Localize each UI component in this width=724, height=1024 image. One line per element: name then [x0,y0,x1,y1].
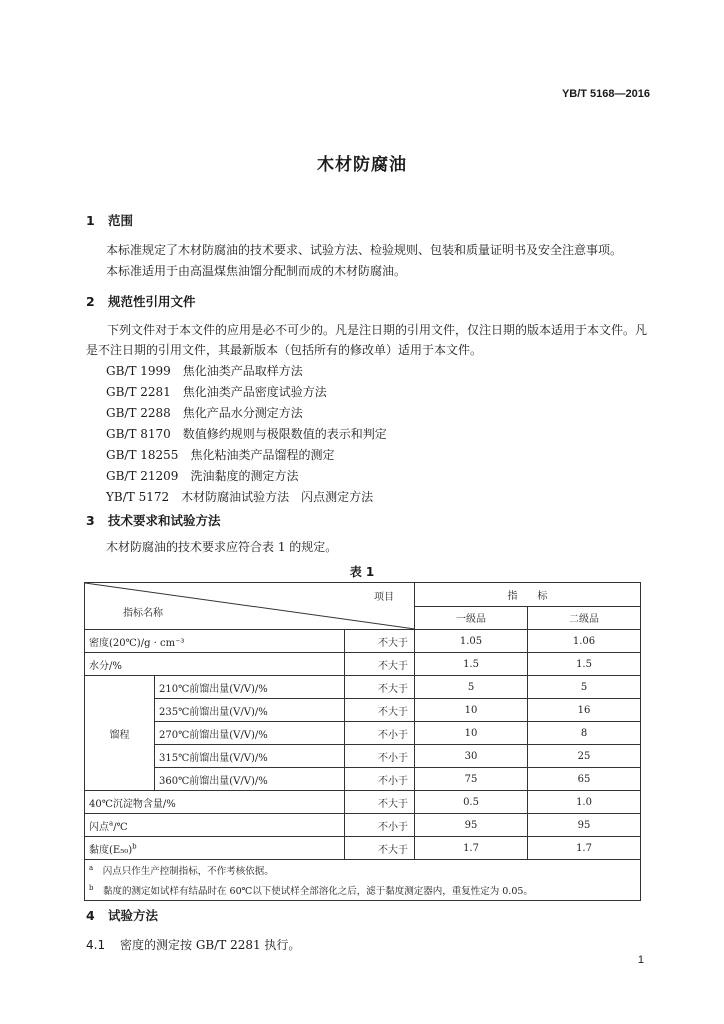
row-grade2-value: 1.06 [528,630,641,653]
reference-item: GB/T 1999 焦化油类产品取样方法 [106,364,303,378]
row-name: 270℃前馏出量(V/V)/% [155,722,345,745]
header-name-label: 指标名称 [123,608,163,619]
distillation-group-label: 馏程 [85,676,155,791]
row-grade1-value: 1.05 [415,630,528,653]
row-name: 210℃前馏出量(V/V)/% [155,676,345,699]
row-limit: 不小于 [345,768,415,791]
paragraph: 木材防腐油的技术要求应符合表 1 的规定。 [106,540,338,554]
row-grade2-value: 5 [528,676,641,699]
row-grade2-value: 1.7 [528,837,641,860]
row-limit: 不大于 [345,837,415,860]
table-row [85,837,641,860]
row-grade1-value: 75 [415,768,528,791]
section-1-heading [86,211,133,229]
row-grade2-value: 25 [528,745,641,768]
section-2-heading [86,292,196,310]
reference-item: GB/T 2281 焦化油类产品密度试验方法 [106,385,327,399]
footnote-mark: b [132,842,137,851]
row-grade1-value: 1.5 [415,653,528,676]
table-row [85,791,641,814]
row-grade1-value: 5 [415,676,528,699]
row-limit: 不大于 [345,676,415,699]
paragraph: 本标准规定了木材防腐油的技术要求、试验方法、检验规则、包装和质量证明书及安全注意事项。 [106,243,623,257]
header-index-label: 指 标 [415,583,641,607]
section-title: 范围 [108,213,134,228]
paragraph: 下列文件对于本文件的应用是必不可少的。凡是注日期的引用文件，仅注日期的版本适用于本文件。凡是不注日期的引用文件，其最新版本（包括所有的修改单）适用于本文件。 [86,323,648,357]
section-3-heading [86,511,221,529]
row-limit: 不大于 [345,699,415,722]
row-name: 密度(20℃)/g · cm⁻³ [85,630,345,653]
footnote-text: 黏度的测定如试样有结晶时在 60℃以下使试样全部溶化之后，滤于黏度测定器内，重复性定为 0.05。 [103,886,533,898]
row-grade1-value: 10 [415,722,528,745]
section-title: 技术要求和试验方法 [108,513,221,528]
standard-number: YB/T 5168—2016 [561,88,650,100]
section-title: 试验方法 [108,908,159,923]
row-limit: 不小于 [345,745,415,768]
row-limit: 不大于 [345,630,415,653]
row-grade2-value: 1.5 [528,653,641,676]
table-notes-row [85,860,641,901]
reference-item: GB/T 21209 洗油黏度的测定方法 [106,469,299,483]
table-row [85,814,641,837]
row-grade2-value: 8 [528,722,641,745]
footnote-mark: b [89,884,94,893]
table-row [85,768,641,791]
row-name: 水分/% [85,653,345,676]
row-grade1-value: 1.7 [415,837,528,860]
section-number: 3 [86,513,95,528]
subsection-number: 4.1 [86,938,106,952]
reference-item: GB/T 2288 焦化产品水分测定方法 [106,406,303,420]
section-number: 2 [86,294,95,309]
header-grade2: 二级品 [528,606,641,630]
document-title: 木材防腐油 [317,155,407,175]
row-name: 315℃前馏出量(V/V)/% [155,745,345,768]
section-number: 1 [86,213,95,228]
header-grade1: 一级品 [415,606,528,630]
row-grade2-value: 95 [528,814,641,837]
row-grade1-value: 0.5 [415,791,528,814]
table-header-row [85,583,641,607]
flash-unit: /℃ [113,821,128,833]
reference-item: GB/T 18255 焦化粘油类产品馏程的测定 [106,448,335,462]
row-limit: 不小于 [345,814,415,837]
row-name [85,837,345,860]
table-row [85,653,641,676]
flash-name: 闪点 [89,821,109,833]
row-name [85,814,345,837]
footnote-mark: a [89,864,94,872]
viscosity-name: 黏度(E₅₀) [89,844,133,856]
footnote-b [89,880,636,900]
row-limit: 不大于 [345,653,415,676]
section-number: 4 [86,908,95,923]
table-row [85,676,641,699]
section-4-heading [86,906,158,924]
reference-item: GB/T 8170 数值修约规则与极限数值的表示和判定 [106,427,387,441]
row-grade1-value: 30 [415,745,528,768]
subsection-4-1 [86,936,300,953]
row-limit: 不小于 [345,722,415,745]
table-row [85,699,641,722]
table-row [85,630,641,653]
row-name: 40℃沉淀物含量/% [85,791,345,814]
subsection-text: 密度的测定按 GB/T 2281 执行。 [120,938,301,952]
row-grade1-value: 10 [415,699,528,722]
page-number: 1 [637,954,644,966]
section-title: 规范性引用文件 [108,294,196,309]
footnote-a [89,860,636,880]
table-row [85,722,641,745]
header-diagonal-cell [85,583,415,630]
footnote-text: 闪点只作生产控制指标，不作考核依据。 [102,866,274,878]
footnote-mark: a [109,819,114,828]
row-limit: 不大于 [345,791,415,814]
row-grade1-value: 95 [415,814,528,837]
row-grade2-value: 65 [528,768,641,791]
row-name: 235℃前馏出量(V/V)/% [155,699,345,722]
table-row [85,745,641,768]
row-grade2-value: 16 [528,699,641,722]
row-grade2-value: 1.0 [528,791,641,814]
paragraph: 本标准适用于由高温煤焦油馏分配制而成的木材防腐油。 [106,264,407,278]
reference-item: YB/T 5172 木材防腐油试验方法 闪点测定方法 [106,490,374,504]
table-caption: 表 1 [349,565,375,579]
header-item-label: 项目 [374,592,395,603]
row-name: 360℃前馏出量(V/V)/% [155,768,345,791]
spec-table [84,582,641,901]
table-notes [85,860,641,901]
